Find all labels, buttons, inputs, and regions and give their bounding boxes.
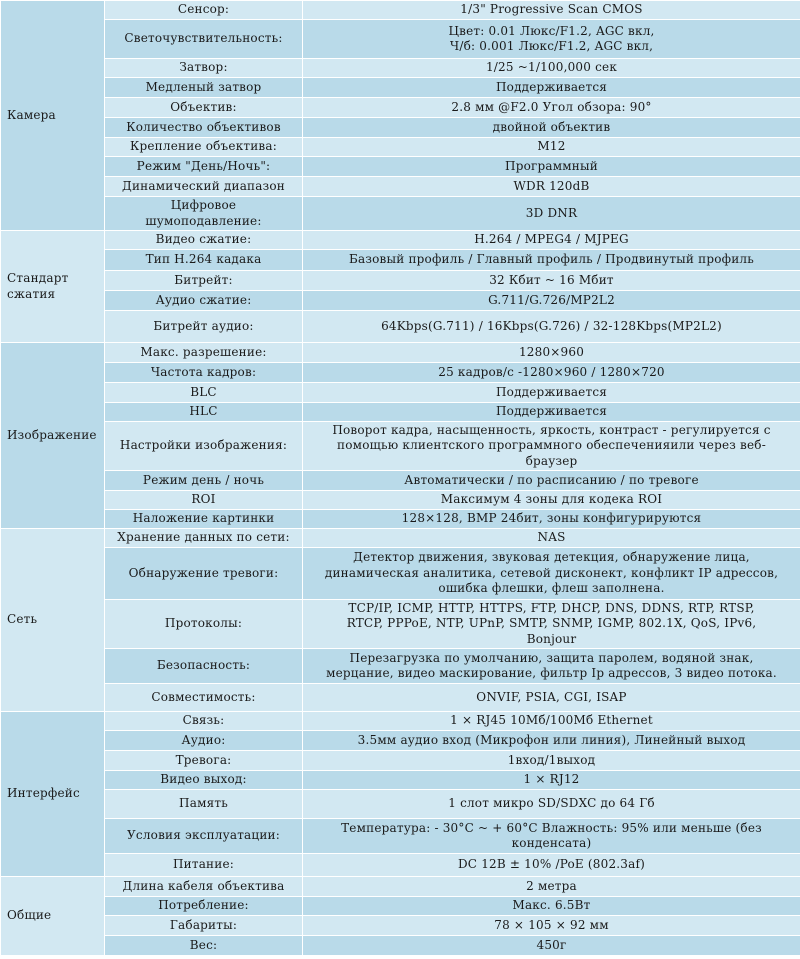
spec-value: ONVIF, PSIA, CGI, ISAP (303, 684, 800, 712)
spec-row (1, 819, 800, 854)
spec-label: Объектив: (105, 98, 303, 118)
spec-row (1, 59, 800, 78)
spec-label: Потребление: (105, 897, 303, 916)
spec-value: 2.8 мм @F2.0 Угол обзора: 90° (303, 98, 800, 118)
spec-row (1, 731, 800, 751)
spec-label: Тревога: (105, 751, 303, 771)
spec-row (1, 403, 800, 422)
spec-value: Температура: - 30°C ~ + 60°C Влажность: 95% или меньше (без конденсата) (303, 819, 800, 854)
spec-row (1, 897, 800, 916)
spec-label: Видео выход: (105, 771, 303, 790)
spec-value: 2 метра (303, 877, 800, 897)
spec-value: двойной объектив (303, 118, 800, 138)
spec-value: Базовый профиль / Главный профиль / Продвинутый профиль (303, 250, 800, 271)
spec-row (1, 877, 800, 897)
spec-value: Поддерживается (303, 383, 800, 403)
spec-row (1, 649, 800, 684)
spec-row (1, 118, 800, 138)
spec-value: 64Kbps(G.711) / 16Kbps(G.726) / 32-128Kbps(MP2L2) (303, 311, 800, 343)
spec-row (1, 157, 800, 177)
spec-row (1, 548, 800, 600)
spec-row (1, 936, 800, 956)
spec-label: Совместимость: (105, 684, 303, 712)
spec-value: G.711/G.726/MP2L2 (303, 291, 800, 311)
spec-value: Поддерживается (303, 403, 800, 422)
spec-row (1, 1, 800, 20)
spec-label: Цифровое шумоподавление: (105, 197, 303, 231)
spec-row (1, 471, 800, 491)
spec-label: Режим день / ночь (105, 471, 303, 491)
spec-label: Битрейт аудио: (105, 311, 303, 343)
spec-label: Безопасность: (105, 649, 303, 684)
spec-value: Поворот кадра, насыщенность, яркость, контраст - регулируется с помощью клиентского программного обеспеченияили через веб- браузер (303, 422, 800, 471)
spec-value: 1 слот микро SD/SDXC до 64 Гб (303, 790, 800, 819)
spec-row (1, 271, 800, 291)
spec-value: Макс. 6.5Вт (303, 897, 800, 916)
spec-value: NAS (303, 529, 800, 548)
spec-value: DC 12В ± 10% /PoE (802.3af) (303, 854, 800, 877)
spec-value: H.264 / MPEG4 / MJPEG (303, 231, 800, 250)
spec-row (1, 177, 800, 197)
spec-label: Крепление объектива: (105, 138, 303, 157)
spec-row (1, 78, 800, 98)
spec-value: 128×128, BMP 24бит, зоны конфигурируются (303, 510, 800, 529)
spec-label: HLC (105, 403, 303, 422)
spec-value: 32 Кбит ~ 16 Мбит (303, 271, 800, 291)
spec-row (1, 491, 800, 510)
spec-value: 78 × 105 × 92 мм (303, 916, 800, 936)
spec-value: TCP/IP, ICMP, HTTP, HTTPS, FTP, DHCP, DNS, DDNS, RTP, RTSP, RTCP, PPPoE, NTP, UPnP, SMTP, SNMP, IGMP, 802.1X, QoS, IPv6, Bonjour (303, 600, 800, 649)
spec-row (1, 712, 800, 731)
spec-value: Максимум 4 зоны для кодека ROI (303, 491, 800, 510)
spec-row (1, 751, 800, 771)
spec-label: ROI (105, 491, 303, 510)
spec-row (1, 684, 800, 712)
section-title: Общие (1, 877, 105, 956)
spec-value: 1вход/1выход (303, 751, 800, 771)
spec-row (1, 197, 800, 231)
spec-row (1, 138, 800, 157)
spec-row (1, 771, 800, 790)
spec-row (1, 98, 800, 118)
spec-label: BLC (105, 383, 303, 403)
spec-row (1, 311, 800, 343)
spec-value: Автоматически / по расписанию / по тревоге (303, 471, 800, 491)
spec-value: Программный (303, 157, 800, 177)
spec-value: Перезагрузка по умолчанию, защита паролем, водяной знак, мерцание, видео маскирование, фильтр Ip адрессов, 3 видео потока. (303, 649, 800, 684)
section-title: Камера (1, 1, 105, 231)
spec-value: Цвет: 0.01 Люкс/F1.2, AGC вкл, Ч/б: 0.001 Люкс/F1.2, AGC вкл, (303, 20, 800, 59)
spec-row (1, 250, 800, 271)
spec-value: 450г (303, 936, 800, 956)
spec-value: M12 (303, 138, 800, 157)
spec-value: 1 × RJ12 (303, 771, 800, 790)
section-title: Сеть (1, 529, 105, 712)
spec-row (1, 291, 800, 311)
spec-value: 1/3" Progressive Scan CMOS (303, 1, 800, 20)
spec-label: Наложение картинки (105, 510, 303, 529)
section-title: Изображение (1, 343, 105, 529)
spec-label: Связь: (105, 712, 303, 731)
spec-label: Тип H.264 кадака (105, 250, 303, 271)
spec-label: Режим "День/Ночь": (105, 157, 303, 177)
spec-label: Динамический диапазон (105, 177, 303, 197)
spec-label: Сенсор: (105, 1, 303, 20)
spec-value: 1280×960 (303, 343, 800, 363)
spec-value: Детектор движения, звуковая детекция, обнаружение лица, динамическая аналитика, сетевой дисконект, конфликт IP адрессов, ошибка флешки, флеш заполнена. (303, 548, 800, 600)
spec-row (1, 854, 800, 877)
section-title: Стандарт сжатия (1, 231, 105, 343)
section-title: Интерфейс (1, 712, 105, 877)
spec-value: 25 кадров/с -1280×960 / 1280×720 (303, 363, 800, 383)
spec-row (1, 600, 800, 649)
spec-label: Аудио: (105, 731, 303, 751)
spec-row (1, 20, 800, 59)
spec-label: Количество объективов (105, 118, 303, 138)
spec-label: Габариты: (105, 916, 303, 936)
spec-value: 3.5мм аудио вход (Микрофон или линия), Линейный выход (303, 731, 800, 751)
spec-row (1, 790, 800, 819)
spec-label: Медленый затвор (105, 78, 303, 98)
spec-label: Питание: (105, 854, 303, 877)
spec-label: Вес: (105, 936, 303, 956)
spec-label: Аудио сжатие: (105, 291, 303, 311)
spec-row (1, 343, 800, 363)
spec-label: Условия эксплуатации: (105, 819, 303, 854)
spec-row (1, 383, 800, 403)
spec-row (1, 916, 800, 936)
spec-label: Настройки изображения: (105, 422, 303, 471)
spec-label: Битрейт: (105, 271, 303, 291)
spec-label: Частота кадров: (105, 363, 303, 383)
spec-value: 3D DNR (303, 197, 800, 231)
spec-row (1, 231, 800, 250)
spec-value: 1 × RJ45 10Мб/100Мб Ethernet (303, 712, 800, 731)
spec-row (1, 529, 800, 548)
spec-label: Затвор: (105, 59, 303, 78)
spec-value: 1/25 ~1/100,000 сек (303, 59, 800, 78)
spec-label: Память (105, 790, 303, 819)
spec-label: Длина кабеля объектива (105, 877, 303, 897)
spec-label: Светочувствительность: (105, 20, 303, 59)
spec-value: Поддерживается (303, 78, 800, 98)
spec-row (1, 422, 800, 471)
spec-value: WDR 120dB (303, 177, 800, 197)
spec-label: Видео сжатие: (105, 231, 303, 250)
spec-label: Хранение данных по сети: (105, 529, 303, 548)
spec-label: Макс. разрешение: (105, 343, 303, 363)
spec-table-body (1, 1, 800, 956)
spec-row (1, 363, 800, 383)
spec-label: Обнаружение тревоги: (105, 548, 303, 600)
spec-row (1, 510, 800, 529)
spec-label: Протоколы: (105, 600, 303, 649)
